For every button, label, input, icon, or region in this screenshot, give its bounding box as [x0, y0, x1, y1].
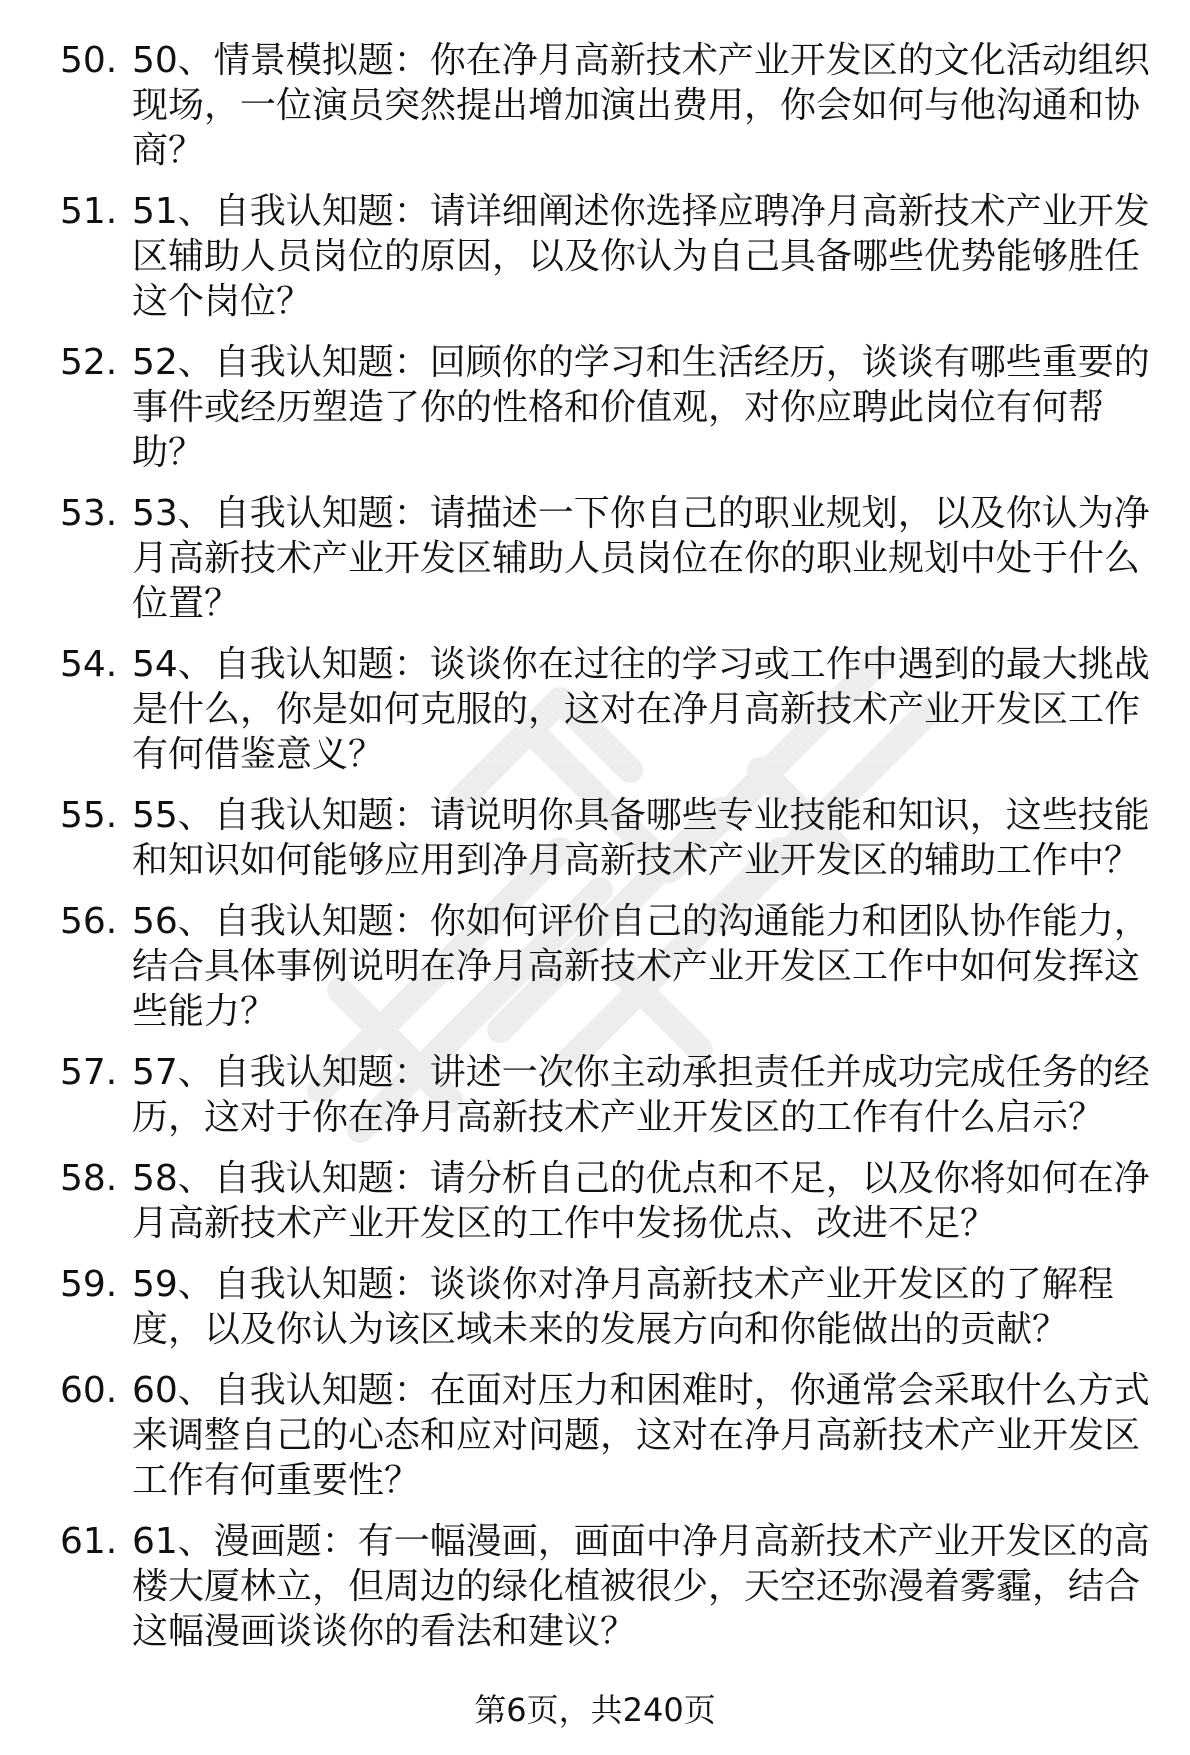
- question-text: 61、漫画题：有一幅漫画，画面中净月高新技术产业开发区的高楼大厦林立，但周边的绿化植被很少，天空还弥漫着雾霾，结合这幅漫画谈谈你的看法和建议？: [132, 1521, 1150, 1652]
- list-item: [60, 1156, 1160, 1246]
- question-number: 58.: [60, 1158, 118, 1199]
- list-item: [60, 1519, 1160, 1654]
- question-number: 60.: [60, 1370, 118, 1411]
- question-text: 55、自我认知题：请说明你具备哪些专业技能和知识，这些技能和知识如何能够应用到净月高新技术产业开发区的辅助工作中？: [132, 795, 1150, 881]
- question-number: 61.: [60, 1521, 118, 1562]
- question-text: 54、自我认知题：谈谈你在过往的学习或工作中遇到的最大挑战是什么，你是如何克服的，这对在净月高新技术产业开发区工作有何借鉴意义？: [132, 644, 1150, 775]
- question-text: 58、自我认知题：请分析自己的优点和不足，以及你将如何在净月高新技术产业开发区的工作中发扬优点、改进不足？: [132, 1158, 1150, 1244]
- question-text: 60、自我认知题：在面对压力和困难时，你通常会采取什么方式来调整自己的心态和应对问题，这对在净月高新技术产业开发区工作有何重要性？: [132, 1370, 1150, 1501]
- list-item: [60, 340, 1160, 475]
- question-text: 50、情景模拟题：你在净月高新技术产业开发区的文化活动组织现场，一位演员突然提出增加演出费用，你会如何与他沟通和协商？: [132, 40, 1150, 171]
- list-item: [60, 642, 1160, 777]
- question-number: 57.: [60, 1052, 118, 1093]
- list-item: [60, 38, 1160, 173]
- question-number: 51.: [60, 191, 118, 232]
- list-item: [60, 1368, 1160, 1503]
- question-number: 50.: [60, 40, 118, 81]
- question-text: 57、自我认知题：讲述一次你主动承担责任并成功完成任务的经历，这对于你在净月高新技术产业开发区的工作有什么启示？: [132, 1052, 1150, 1138]
- question-text: 56、自我认知题：你如何评价自己的沟通能力和团队协作能力，结合具体事例说明在净月高新技术产业开发区工作中如何发挥这些能力？: [132, 901, 1150, 1032]
- question-number: 54.: [60, 644, 118, 685]
- question-number: 53.: [60, 493, 118, 534]
- page-footer: 第6页，共240页: [474, 1691, 716, 1729]
- question-number: 59.: [60, 1264, 118, 1305]
- question-number: 56.: [60, 901, 118, 942]
- question-list: [60, 38, 1160, 1670]
- list-item: [60, 491, 1160, 626]
- question-text: 51、自我认知题：请详细阐述你选择应聘净月高新技术产业开发区辅助人员岗位的原因，以及你认为自己具备哪些优势能够胜任这个岗位？: [132, 191, 1150, 322]
- question-text: 52、自我认知题：回顾你的学习和生活经历，谈谈有哪些重要的事件或经历塑造了你的性格和价值观，对你应聘此岗位有何帮助？: [132, 342, 1150, 473]
- list-item: [60, 793, 1160, 883]
- list-item: [60, 1262, 1160, 1352]
- question-text: 53、自我认知题：请描述一下你自己的职业规划，以及你认为净月高新技术产业开发区辅助人员岗位在你的职业规划中处于什么位置？: [132, 493, 1150, 624]
- list-item: [60, 899, 1160, 1034]
- question-number: 52.: [60, 342, 118, 383]
- question-number: 55.: [60, 795, 118, 836]
- list-item: [60, 189, 1160, 324]
- list-item: [60, 1050, 1160, 1140]
- question-text: 59、自我认知题：谈谈你对净月高新技术产业开发区的了解程度，以及你认为该区域未来的发展方向和你能做出的贡献？: [132, 1264, 1114, 1350]
